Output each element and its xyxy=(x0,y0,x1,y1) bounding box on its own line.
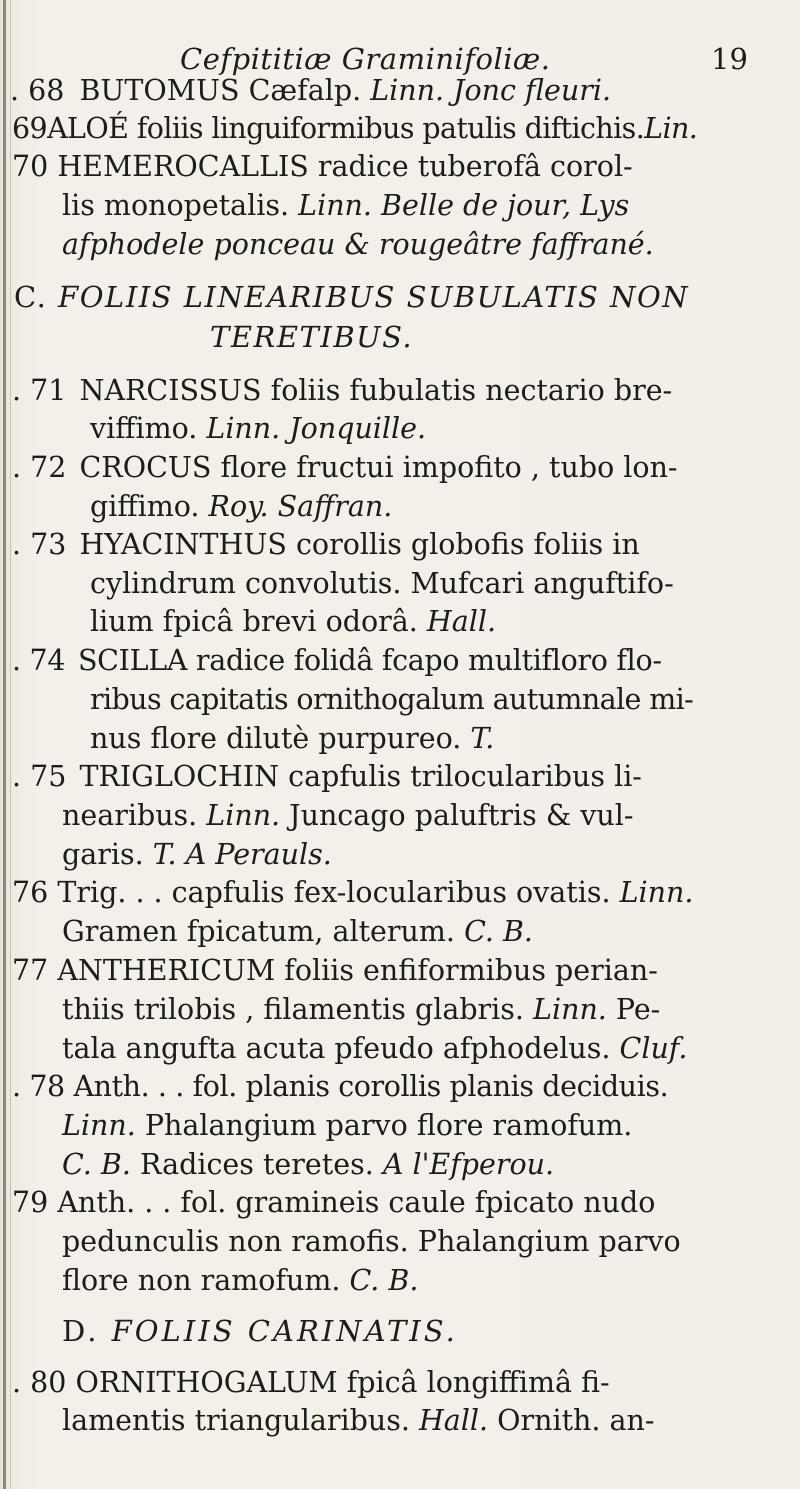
entry-text: lis monopetalis. xyxy=(62,189,299,222)
entry-number: . 74 xyxy=(12,644,66,677)
entry-number: 69 xyxy=(12,112,48,145)
entry-line xyxy=(90,603,496,641)
entry-line xyxy=(62,1402,655,1440)
entry-text: SCILLA radice folidâ fcapo multifloro flo- xyxy=(77,644,662,677)
entry-text: Anth. . . fol. gramineis caule fpicato nudo xyxy=(57,1186,656,1219)
entry-authority: Linn. xyxy=(533,993,607,1026)
entry-text: Phalangium parvo flore ramofum. xyxy=(135,1109,633,1142)
entry-line xyxy=(62,797,633,835)
entry-line xyxy=(12,758,642,796)
entry-text: HEMEROCALLIS radice tuberofâ corol- xyxy=(57,150,633,183)
entry-authority: T. A Perauls. xyxy=(152,838,332,871)
entry-authority: C. B. xyxy=(464,915,533,948)
entry-authority: Linn. Belle de jour, Lys xyxy=(298,189,630,222)
section-letter: C. xyxy=(14,280,48,314)
entry-authority: Linn. xyxy=(206,799,281,832)
entry-authority: C. B. xyxy=(349,1264,419,1297)
entry-text: ORNITHOGALUM fpicâ longiffimâ fi- xyxy=(75,1366,610,1399)
entry-line xyxy=(12,1364,610,1402)
entry-text: nearibus. xyxy=(62,799,207,832)
page-binding-edge xyxy=(3,0,6,1489)
page-number: 19 xyxy=(711,42,748,76)
entry-line xyxy=(12,642,662,680)
entry-text: giffimo. xyxy=(90,490,209,523)
entry-text: pedunculis non ramofis. Phalangium parvo xyxy=(62,1225,681,1258)
entry-authority: Linn. Jonquille. xyxy=(206,412,427,445)
entry-text: lamentis triangularibus. xyxy=(62,1404,419,1437)
entry-text: thiis trilobis , filamentis glabris. xyxy=(62,993,534,1026)
entry-number: . 78 xyxy=(12,1070,65,1103)
entry-authority: Cluf. xyxy=(619,1032,688,1065)
entry-line xyxy=(12,1068,668,1106)
entry-number: . 71 xyxy=(12,374,67,407)
entry-authority: Lin. xyxy=(644,112,698,145)
section-letter: D. xyxy=(62,1314,112,1348)
section-title: FOLIIS CARINATIS. xyxy=(111,1314,458,1348)
entry-line xyxy=(12,148,633,186)
running-title: Cefpititiæ Graminifoliæ. xyxy=(180,42,551,76)
entry-text: BUTOMUS Cæfalp. xyxy=(79,74,371,107)
entry-number: 76 xyxy=(12,876,49,909)
entry-line xyxy=(62,991,660,1029)
entry-line xyxy=(62,1030,687,1068)
entry-locality: A l'Efperou. xyxy=(382,1148,555,1181)
entry-text: viffimo. xyxy=(90,412,207,445)
entry-authority: Linn. xyxy=(619,876,694,909)
entry-vernacular: afphodele ponceau & rougeâtre faffrané. xyxy=(62,228,654,261)
entry-line xyxy=(10,72,611,110)
entry-text: Gramen fpicatum, alterum. xyxy=(62,915,465,948)
page-binding-shadow xyxy=(10,0,11,1489)
entry-line xyxy=(12,952,658,990)
entry-authority: T. xyxy=(470,722,495,755)
entry-line xyxy=(62,836,332,874)
entry-number: . 68 xyxy=(10,74,65,107)
entry-line xyxy=(90,681,693,719)
entry-authority: C. B. xyxy=(62,1148,131,1181)
entry-line xyxy=(90,565,674,603)
entry-authority: Roy. Saffran. xyxy=(208,490,393,523)
entry-line xyxy=(90,488,392,526)
entry-line xyxy=(62,226,654,264)
entry-text-cont: Pe- xyxy=(606,993,661,1026)
entry-text: cylindrum convolutis. Mufcari anguftifo- xyxy=(90,567,674,600)
entry-text: ANTHERICUM foliis enfiformibus perian- xyxy=(57,954,658,987)
entry-authority: Hall. xyxy=(426,605,497,638)
entry-line xyxy=(62,1107,632,1145)
entry-line xyxy=(12,526,640,564)
entry-line xyxy=(12,110,697,148)
entry-line xyxy=(62,1146,554,1184)
entry-text: Trig. . . capfulis fex-locularibus ovatis. xyxy=(57,876,620,909)
entry-text: Radices teretes. xyxy=(130,1148,383,1181)
section-heading-c xyxy=(14,280,689,314)
entry-authority: Linn. Jonc fleuri. xyxy=(370,74,612,107)
entry-text: NARCISSUS foliis fubulatis nectario bre- xyxy=(79,374,673,407)
entry-number: 79 xyxy=(12,1186,49,1219)
section-heading-d xyxy=(62,1314,458,1348)
entry-text: nus flore dilutè purpureo. xyxy=(90,722,471,755)
entry-number: . 72 xyxy=(12,451,67,484)
entry-text: CROCUS flore fructui impofito , tubo lon- xyxy=(79,451,678,484)
entry-text-cont: Juncago paluftris & vul- xyxy=(280,799,634,832)
entry-text: TRIGLOCHIN capfulis trilocularibus li- xyxy=(79,760,642,793)
entry-authority: Linn. xyxy=(62,1109,136,1142)
entry-text: lium fpicâ brevi odorâ. xyxy=(90,605,427,638)
entry-line xyxy=(12,1184,655,1222)
entry-line xyxy=(62,913,533,951)
entry-line xyxy=(62,1223,681,1261)
entry-line xyxy=(12,372,672,410)
entry-line xyxy=(62,187,629,225)
entry-text: ALOÉ foliis linguiformibus patulis diftichis. xyxy=(47,112,645,145)
entry-text-cont: Ornith. an- xyxy=(488,1404,655,1437)
entry-text: HYACINTHUS corollis globofis foliis in xyxy=(79,528,640,561)
entry-number: 70 xyxy=(12,150,49,183)
entry-number: 77 xyxy=(12,954,49,987)
entry-text: flore non ramofum. xyxy=(62,1264,350,1297)
entry-number: . 75 xyxy=(12,760,67,793)
entry-line xyxy=(90,720,494,758)
entry-number: . 80 xyxy=(12,1366,67,1399)
entry-text: Anth. . . fol. planis corollis planis deciduis. xyxy=(73,1070,669,1103)
entry-authority: Hall. xyxy=(418,1404,489,1437)
section-heading-c-cont xyxy=(210,320,413,354)
entry-line xyxy=(12,449,678,487)
entry-text: ribus capitatis ornithogalum autumnale mi- xyxy=(90,683,694,716)
entry-number: . 73 xyxy=(12,528,67,561)
entry-line xyxy=(12,874,693,912)
entry-line xyxy=(62,1262,418,1300)
entry-text: tala angufta acuta pfeudo afphodelus. xyxy=(62,1032,620,1065)
section-title: FOLIIS LINEARIBUS SUBULATIS NON xyxy=(58,280,690,314)
entry-text: garis. xyxy=(62,838,153,871)
section-title-cont: TERETIBUS. xyxy=(210,320,414,354)
entry-line xyxy=(90,410,426,448)
